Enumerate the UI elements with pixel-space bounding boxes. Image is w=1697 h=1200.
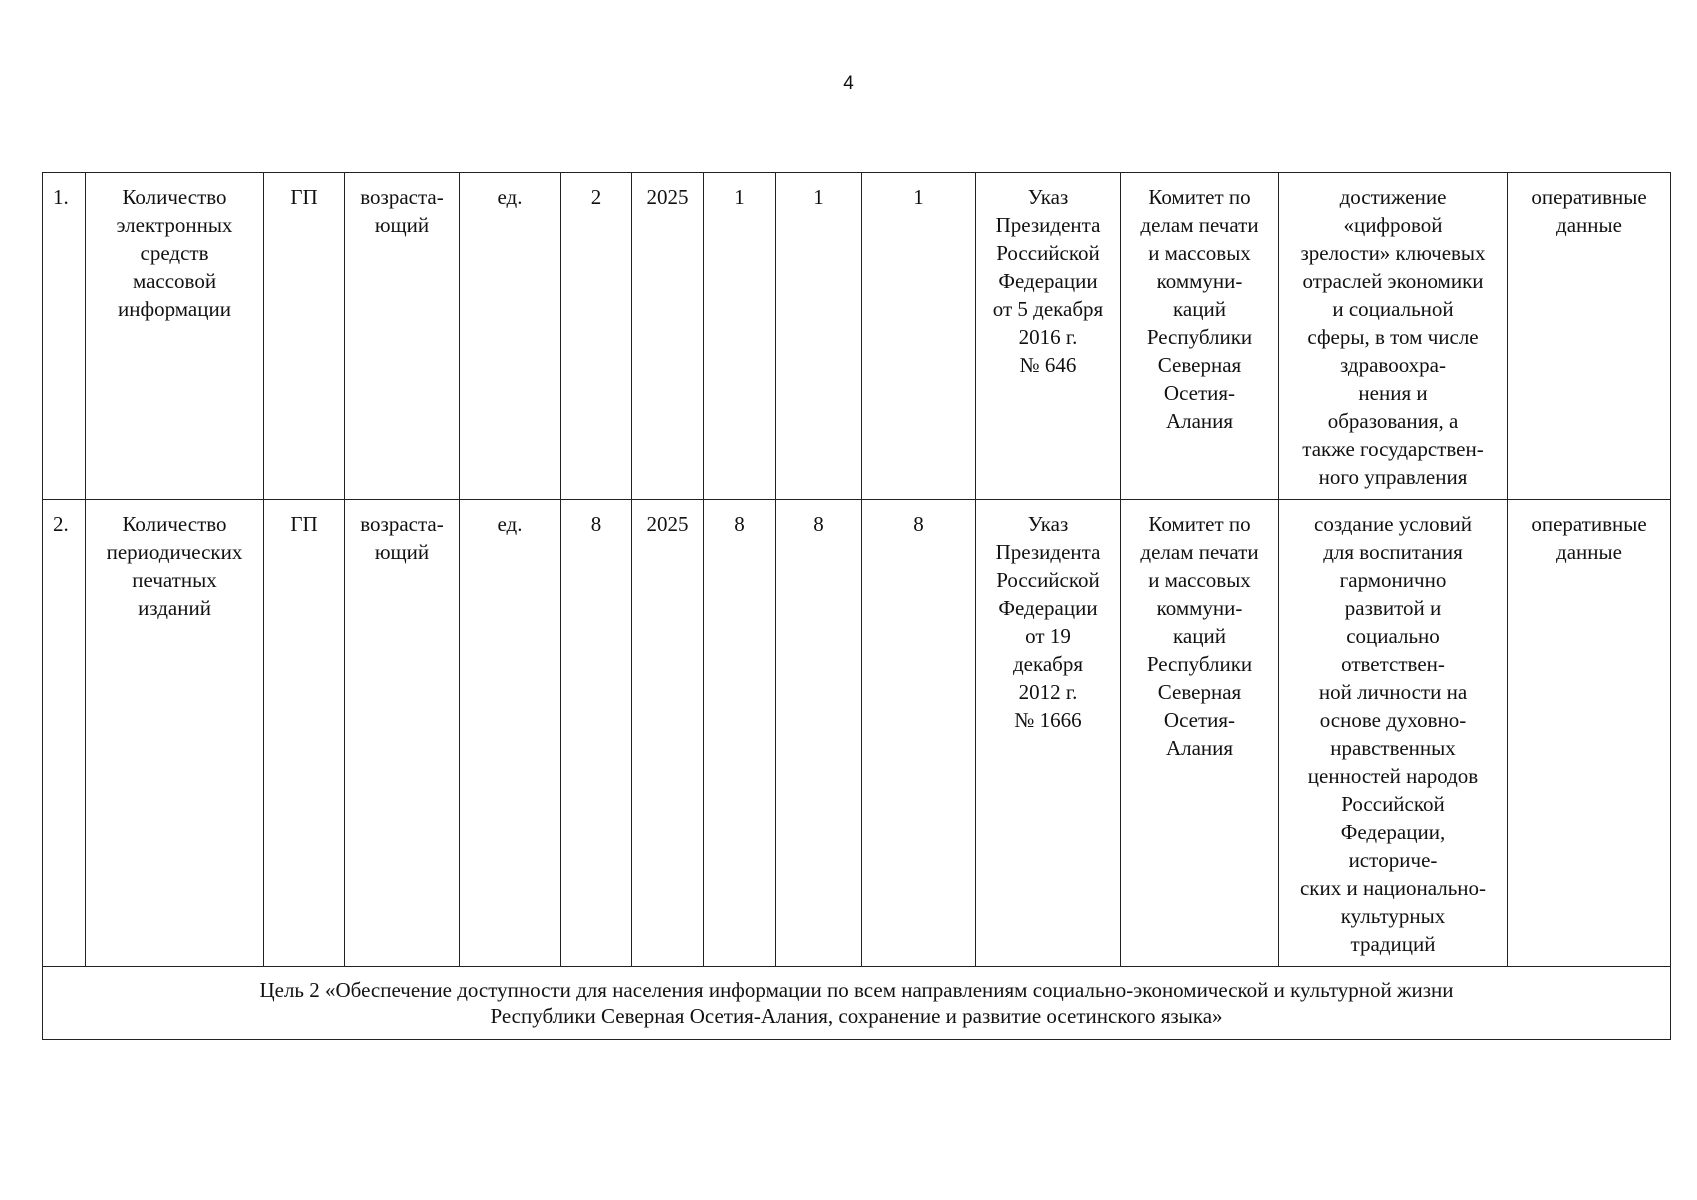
base-value: 2 xyxy=(561,173,632,500)
indicator-type: возраста- ющий xyxy=(345,500,460,967)
indicator-type: возраста- ющий xyxy=(345,173,460,500)
document-reference: Указ Президента Российской Федерации от 19 декабря 2012 г. № 1666 xyxy=(976,500,1121,967)
value-3: 1 xyxy=(862,173,976,500)
goal-row xyxy=(43,967,1671,1040)
base-year: 2025 xyxy=(632,500,704,967)
unit: ед. xyxy=(460,173,561,500)
indicator-name: Количество периодических печатных изданий xyxy=(86,500,264,967)
goal-link: достижение «цифровой зрелости» ключевых отраслей экономики и социальной сферы, в том числе здравоохра- нения и образования, а также государствен- ного управления xyxy=(1279,173,1508,500)
goal-heading: Цель 2 «Обеспечение доступности для населения информации по всем направлениям социально-экономической и культурной жизни Республики Северная Осетия-Алания, сохранение и развитие осетинского языка» xyxy=(43,967,1671,1040)
row-number: 2. xyxy=(43,500,86,967)
base-year: 2025 xyxy=(632,173,704,500)
table-row xyxy=(43,500,1671,967)
unit: ед. xyxy=(460,500,561,967)
page-number: 4 xyxy=(843,73,854,94)
data-source: оперативные данные xyxy=(1508,500,1671,967)
row-number: 1. xyxy=(43,173,86,500)
base-value: 8 xyxy=(561,500,632,967)
responsible-body: Комитет по делам печати и массовых коммуни- каций Республики Северная Осетия- Алания xyxy=(1121,173,1279,500)
indicator-level: ГП xyxy=(264,173,345,500)
responsible-body: Комитет по делам печати и массовых коммуни- каций Республики Северная Осетия- Алания xyxy=(1121,500,1279,967)
value-1: 1 xyxy=(704,173,776,500)
table-row xyxy=(43,173,1671,500)
goal-link: создание условий для воспитания гармонично развитой и социально ответствен- ной личности на основе духовно- нравственных ценностей народов Российской Федерации, истoриче- ских и национально- культурных традиций xyxy=(1279,500,1508,967)
value-2: 8 xyxy=(776,500,862,967)
document-reference: Указ Президента Российской Федерации от 5 декабря 2016 г. № 646 xyxy=(976,173,1121,500)
value-2: 1 xyxy=(776,173,862,500)
indicator-level: ГП xyxy=(264,500,345,967)
data-source: оперативные данные xyxy=(1508,173,1671,500)
indicator-name: Количество электронных средств массовой информации xyxy=(86,173,264,500)
indicators-table xyxy=(42,172,1671,1040)
value-3: 8 xyxy=(862,500,976,967)
value-1: 8 xyxy=(704,500,776,967)
